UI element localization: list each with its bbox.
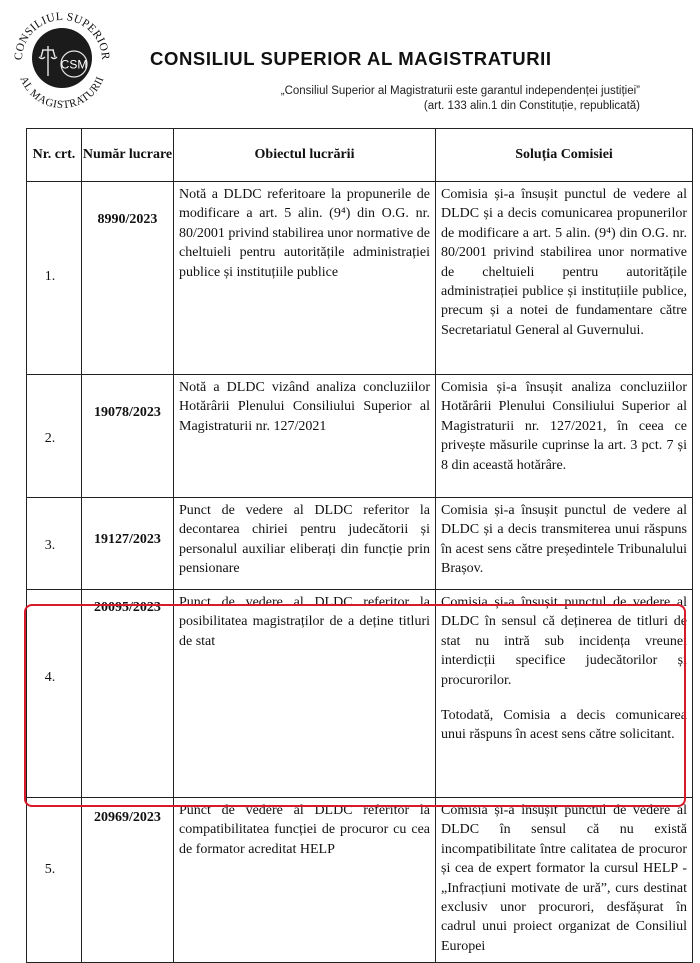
logo-monogram: CSM	[60, 57, 88, 72]
table-row	[27, 375, 693, 498]
solution-text: Comisia și-a însușit punctul de vedere al DLDC și a decis comunicarea propunerilor de modificare a art. 5 alin. (9⁴) din O.G. nr. 80/2001 privind stabilirea unor normative de cheltuieli pentru autoritățile administrației publice și instituțiile publice, precum și a notei de fundamentare către Secretariatul General al Guvernului.	[441, 187, 687, 338]
subject-text: Punct de vedere al DLDC referitor la decontarea chiriei pentru judecătorii și personalul auxiliar eliberați din funcție prin pensionare	[179, 503, 430, 577]
registration-number: 19127/2023	[94, 532, 161, 547]
header-solutie: Soluția Comisiei	[436, 129, 693, 182]
solution-text: Comisia și-a însușit punctul de vedere al DLDC în sensul că nu există incompatibilitate între calitatea de procuror și cea de expert formator la cursul HELP - „Infracțiuni motivate de ură”, curs destinat exclusiv unor procurori, desfășurat în cadrul unui proiect organizat de Consiliul Europei	[441, 803, 687, 954]
institution-title: CONSILIUL SUPERIOR AL MAGISTRATURII	[150, 48, 552, 69]
subject-text: Notă a DLDC referitoare la propunerile de modificare a art. 5 alin. (9⁴) din O.G. nr. 80/2001 privind stabilirea unor normative de cheltuieli pentru autoritățile administrației publice și instituțiile publice	[179, 187, 430, 280]
motto-text: „Consiliul Superior al Magistraturii este garantul independenței justiției”	[280, 85, 640, 97]
csm-logo-seal	[8, 2, 116, 110]
row-number: 3.	[44, 538, 56, 553]
row-number: 2.	[44, 431, 56, 446]
registration-number: 20095/2023	[94, 600, 161, 615]
table-row	[27, 590, 693, 798]
motto-source: (art. 133 alin.1 din Constituție, republicată)	[423, 100, 640, 112]
registration-number: 8990/2023	[97, 212, 158, 227]
solution-text: Comisia și-a însușit analiza concluziilor Hotărârii Plenului Consiliului Superior al Magistraturii nr. 127/2021, în ceea ce privește măsurile cuprinse la art. 3 pct. 7 și 8 din această hotărâre.	[441, 380, 687, 473]
logo-ring-top: CONSILIUL SUPERIOR	[12, 10, 112, 61]
logo-ring-bottom: AL MAGISTRATURII	[17, 74, 107, 110]
solution-text-paragraph-2: Totodată, Comisia a decis comunicarea unui răspuns în acest sens către solicitant.	[441, 708, 687, 743]
subject-text: Punct de vedere al DLDC referitor la posibilitatea magistraților de a deține titluri de stat	[179, 595, 430, 649]
table-row	[27, 498, 693, 590]
document-header	[0, 0, 700, 120]
registration-number: 20969/2023	[94, 810, 161, 825]
register-table	[26, 128, 693, 963]
subject-text: Punct de vedere al DLDC referitor la compatibilitatea funcției de procuror cu cea de formator acreditat HELP	[179, 803, 430, 857]
table-header-row	[27, 129, 693, 182]
row-number: 1.	[44, 269, 56, 284]
solution-text: Comisia și-a însușit punctul de vedere al DLDC în sensul că deținerea de titluri de stat nu intră sub incidența vreunei interdicții specifice judecătorilor și procurorilor.	[441, 595, 687, 688]
row-number: 5.	[44, 862, 56, 877]
table-row	[27, 798, 693, 963]
registration-number: 19078/2023	[94, 405, 161, 420]
subject-text: Notă a DLDC vizând analiza concluziilor Hotărârii Plenului Consiliului Superior al Magistraturii nr. 127/2021	[179, 380, 430, 434]
row-number: 4.	[44, 670, 56, 685]
header-nr: Nr. crt.	[27, 129, 82, 182]
header-numar: Număr lucrare	[82, 129, 174, 182]
solution-text: Comisia și-a însușit punctul de vedere al DLDC și a decis transmiterea unui răspuns în acest sens către președintele Tribunalului Brașov.	[441, 503, 687, 577]
motto-quote	[180, 84, 640, 114]
table-row	[27, 182, 693, 375]
header-obiect: Obiectul lucrării	[174, 129, 436, 182]
